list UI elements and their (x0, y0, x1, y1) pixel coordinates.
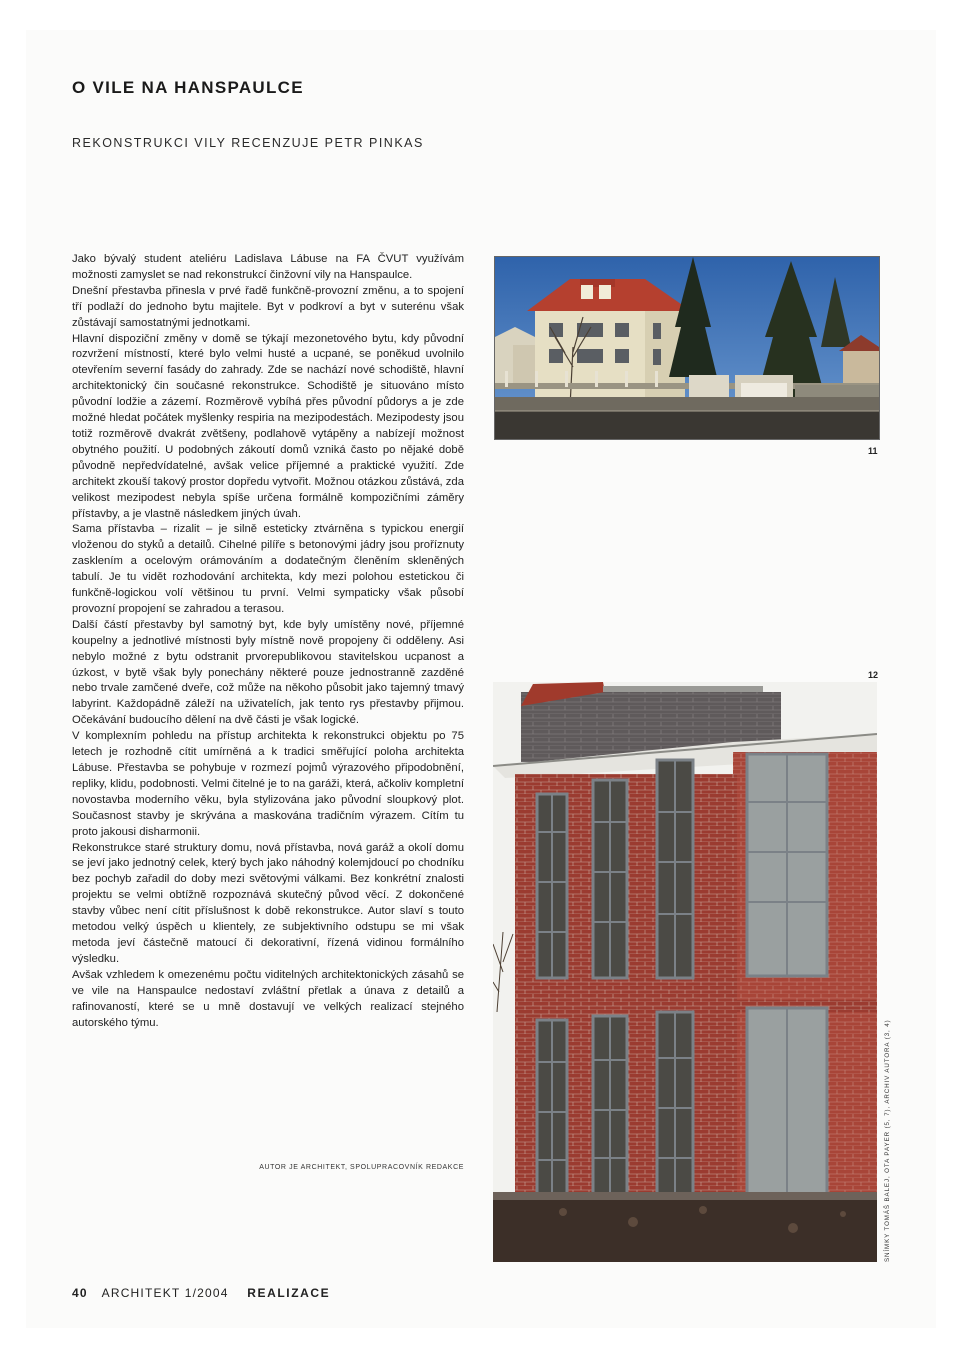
figure-number-12: 12 (868, 670, 879, 680)
article-title: O VILE NA HANSPAULCE (72, 78, 304, 97)
article-paragraph: Další částí přestavby byl samotný byt, kde byly umístěny nové, příjemné koupelny a jednotlivé místnosti byly místně nově propojeny či odděleny. Asi nebylo možné z bytu odstranit prvorepublikovou stavitelskou ucpanost a úzkost, v bytě však byly ponechány některé pouze jednostranně zazděné nebo trvale zamčené dveře, což může na někoho působit jako tajemný tmavý labyrint. Každopádně záleží na uživatelích, jak tento rys přestavby přijmou. Očekávání budoucího dělení na dvě části je však logické. (72, 618, 464, 727)
article-paragraph: Hlavní dispoziční změny v domě se týkají mezonetového bytu, kdy původní rozvržení místností, které bylo velmi husté a ucpané, se poněkud uvolnilo otevřením severní fasády do zahrady. Zde se nachází nové schodiště, hlavní architektonický čin současné rekonstrukce. Schodiště je situováno místo původní lodžie a zázemí. Rozměrově vybíhá přes původní půdorys a je zde možné hledat počátek myšlenky respiria na mezipodestách. Mezipodesty jsou totiž rozměrově dvakrát zvětšeny, podlahově vytápěny a nabízejí možnost obytného použití. U podobných zákoutí domů vzniká často po nějaké době původně nepředvídatelné, avšak velice příjemné a praktické využití. Zde architekt zkouší takový prostor dopředu vytvořit. Možnou otázkou zůstává, zda velikost mezipodest nebyla spíše určena formálně kompozičními záměry přístavby, a je vlastně následkem jiných úvah. (72, 332, 464, 520)
brick-extension-illustration (493, 682, 877, 1262)
author-note: AUTOR JE ARCHITEKT, SPOLUPRACOVNÍK REDAKCE (259, 1164, 464, 1171)
article-subtitle: REKONSTRUKCI VILY RECENZUJE PETR PINKAS (72, 136, 424, 150)
article-paragraph: Dnešní přestavba přinesla v prvé řadě funkčně-provozní změnu, a to spojení tří podlaží do jednoho bytu majitele. Byt v podkroví a byt v suterénu však zůstávají samostatnými jednotkami. (72, 284, 464, 329)
villa-exterior-photo (494, 256, 880, 440)
article-paragraph: Rekonstrukce staré struktury domu, nová přístavba, nová garáž a okolí domu se jeví jako jednotný celek, který bych jako náhodný kolemjdoucí po chodníku bez pochyb zařadil do doby mezi světovými válkami. Bez konkrétní znalosti projektu se velmi obtížně rozpoznává skutečný původ věcí. Z dokončené stavby vůbec není cítit příslušnost k době rekonstrukce. Autor slaví s touto metodou velký úspěch u klientely, ze subjektivního odstupu se mi však metoda jeví částečně matoucí či dekorativní, řízená vidinou formálního výsledku. (72, 841, 464, 965)
article-paragraph: Avšak vzhledem k omezenému počtu viditelných architektonických zásahů se ve vile na Hanspaulce nedostaví zvláštní přetlak a únava z detailů a rafinovaností, které se u mně dostavují ve velkých realizací stejného autorského týmu. (72, 968, 464, 1029)
magazine-issue: ARCHITEKT 1/2004 (101, 1286, 229, 1300)
photo-credit: SNÍMKY TOMÁŠ BALEJ, OTA PAYER (5, 7), ARCHIV AUTORA (3, 4) (884, 1019, 891, 1262)
page-footer (72, 1286, 330, 1300)
villa-exterior-illustration (495, 257, 879, 439)
brick-extension-photo (493, 682, 877, 1262)
section-name: REALIZACE (247, 1286, 331, 1300)
article-body (72, 252, 464, 1031)
page-number: 40 (72, 1286, 88, 1300)
article-paragraph: Jako bývalý student ateliéru Ladislava Lábuse na FA ČVUT využívám možnosti zamyslet se nad rekonstrukcí činžovní vily na Hanspaulce. (72, 253, 464, 281)
figure-number-11: 11 (868, 446, 878, 456)
article-paragraph: V komplexním pohledu na přístup architekta k rekonstrukci objektu po 75 letech je rozhodně cítit umírněná a k tradici směřující poloha architekta Lábuse. Přestavba se pohybuje v rozmezí pojmů výrazového připodobnění, repliky, klidu, podobnosti. Velmi čitelné je to na garáži, která, ačkoliv kompletní novostavba moderního věku, byla stylizována jako původní sloupkový plot. Současnost stavby je skrývána a maskována tradičním výrazem. Cítím tu proto jakousi disharmonii. (72, 730, 464, 838)
article-paragraph: Sama přístavba – rizalit – je silně esteticky ztvárněna s typickou energií vloženou do styků a detailů. Cihelné pilíře s betonovými jádry jsou proříznuty zasklením a ocelovým orámováním a dodatečným členěním skleněných tabulí. Je tu vidět rozhodování architekta, kdy mezi polohou estetickou či funkčně-logickou volí většinou tu první. Velmi sympaticky však působí provozní propojení se zahradou a terasou. (72, 523, 464, 615)
